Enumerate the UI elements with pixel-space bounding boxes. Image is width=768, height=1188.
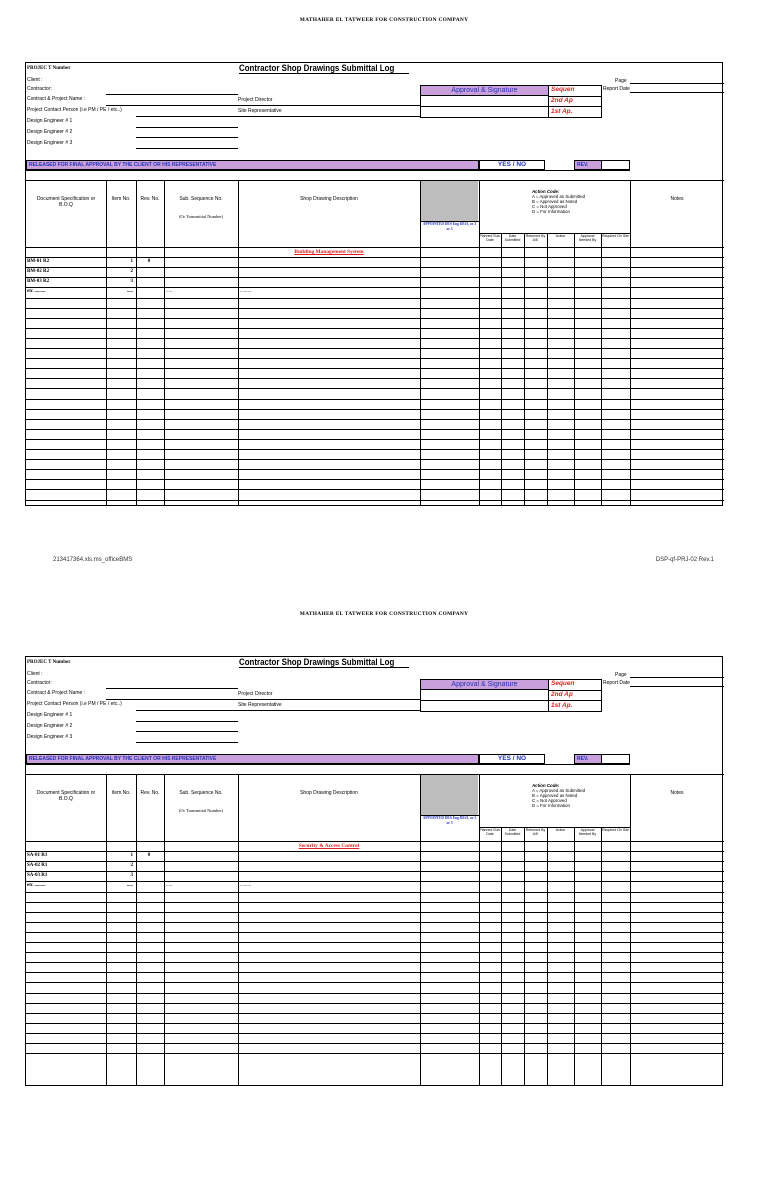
cell-sub-sequence: .....	[166, 883, 173, 888]
action-code-title: Action Code:	[532, 783, 560, 788]
col-returned: Returned By A/E	[525, 828, 546, 837]
rule-line	[238, 105, 420, 106]
rule-line	[136, 137, 238, 138]
cell-item-no: .....	[126, 289, 133, 294]
table-row	[26, 269, 724, 277]
cell-description: .........	[240, 289, 252, 294]
rule-line	[26, 399, 724, 400]
rule-line	[629, 754, 630, 764]
rule-line	[26, 388, 724, 389]
cell-document: BM-02 R2	[27, 269, 50, 274]
rule-line	[26, 841, 724, 842]
rule-line	[26, 871, 724, 872]
report-date-label: Report Date	[603, 86, 630, 92]
submittal-log-sheet	[25, 656, 723, 1086]
rule-line	[26, 500, 724, 501]
col-appointed-engineer: APPOINTED DES Eng DE#1, or 2 or 3	[422, 222, 477, 231]
col-item-no: Item No.	[111, 196, 131, 202]
table-row	[26, 289, 724, 297]
rule-line	[630, 774, 631, 841]
action-code-c: C = Not Approved	[532, 204, 567, 209]
col-sub-sequence: Sub. Sequence No.	[179, 196, 223, 202]
rule-line	[26, 429, 724, 430]
label-engineer2: Design Engineer # 2	[27, 723, 73, 729]
rule-line	[26, 489, 724, 490]
rule-line	[136, 180, 137, 247]
rule-line	[549, 700, 602, 701]
cell-document: SA-01 R1	[27, 853, 48, 858]
label-contract-name: Contract & Project Name :	[27, 96, 86, 102]
rule-line	[136, 742, 238, 743]
released-for-approval-bar: RELEASED FOR FINAL APPROVAL BY THE CLIENT OR HIS REPRESENTATIVE	[26, 160, 479, 170]
rule-line	[26, 962, 724, 963]
sequence-label: Sequen	[551, 86, 575, 93]
label-project-director: Project Director	[238, 691, 273, 697]
action-code-d: D = For Information	[532, 803, 570, 808]
col-rev-no: Rev. No.	[140, 196, 160, 202]
col-required-site: Required On Site	[602, 234, 629, 238]
signature-box	[420, 96, 549, 118]
label-contract-name: Contract & Project Name :	[27, 690, 86, 696]
title-underline	[239, 667, 409, 668]
col-action: Action	[555, 234, 566, 238]
rule-line	[26, 308, 724, 309]
rule-line	[136, 710, 238, 711]
cell-document: BM-01 R2	[27, 259, 50, 264]
company-name: MATHAHER EL TATWEER FOR CONSTRUCTION COMPANY	[299, 17, 469, 23]
rule-line	[549, 106, 602, 107]
rule-line	[26, 368, 724, 369]
rev-value-box[interactable]	[602, 754, 630, 764]
rule-line	[420, 700, 549, 701]
yes-no-field[interactable]: YES / NO	[479, 754, 545, 764]
rule-line	[26, 479, 724, 480]
cell-rev-no: 0	[147, 259, 151, 264]
rule-line	[26, 459, 724, 460]
sequence-label: Sequen	[551, 680, 575, 687]
label-engineer3: Design Engineer # 3	[27, 734, 73, 740]
cell-document: SA-02 R1	[27, 863, 48, 868]
rule-line	[26, 942, 724, 943]
table-row	[26, 863, 724, 871]
title-underline	[239, 73, 409, 74]
rule-line	[26, 298, 724, 299]
label-engineer3: Design Engineer # 3	[27, 140, 73, 146]
label-engineer1: Design Engineer # 1	[27, 118, 73, 124]
label-contact-person: Project Contact Person (i.e PM / PE / etc..)	[27, 107, 122, 113]
submittal-log-sheet	[25, 62, 723, 506]
page-label: Page	[615, 672, 627, 678]
col-approval-needed: Approval Needed By	[578, 828, 597, 837]
cell-document: etc .........	[27, 883, 46, 888]
rule-line	[106, 688, 238, 689]
appointed-grey-cell	[421, 775, 478, 816]
label-site-representative: Site Representative	[238, 702, 282, 708]
section-title: Security & Access Control	[298, 843, 360, 849]
label-contractor: Contractor:	[27, 86, 52, 92]
first-approval-label: 1st Ap.	[551, 702, 573, 709]
second-approval-label: 2nd Ap	[551, 691, 573, 698]
project-number-label: PROJEC T Number	[27, 66, 71, 71]
col-returned: Returned By A/E	[525, 234, 546, 243]
second-approval-label: 2nd Ap	[551, 97, 573, 104]
rule-line	[26, 318, 724, 319]
label-site-representative: Site Representative	[238, 108, 282, 114]
action-code-c: C = Not Approved	[532, 798, 567, 803]
rule-line	[106, 180, 107, 247]
rule-line	[136, 721, 238, 722]
action-code-b: B = Approved as Noted	[532, 793, 578, 798]
rule-line	[26, 1033, 724, 1034]
rule-line	[629, 160, 630, 170]
footer-file-name: 213417364.xls.ms_officeBMS	[53, 557, 133, 563]
col-document: Document Specification or B.O.Q	[36, 790, 96, 802]
rule-line	[26, 419, 724, 420]
cell-item-no: 2	[130, 269, 133, 274]
yes-no-field[interactable]: YES / NO	[479, 160, 545, 170]
approval-signature-header: Approval & Signature	[420, 85, 549, 96]
rule-line	[26, 267, 724, 268]
label-engineer1: Design Engineer # 1	[27, 712, 73, 718]
rule-line	[238, 774, 239, 841]
col-sub-sequence: Sub. Sequence No.	[179, 790, 223, 796]
table-row	[26, 259, 724, 267]
rev-field: REV.	[574, 160, 602, 170]
rule-line	[26, 338, 724, 339]
col-document: Document Specification or B.O.Q	[36, 196, 96, 208]
rev-value-box[interactable]	[602, 160, 630, 170]
log-page	[0, 594, 768, 1188]
col-notes: Notes	[670, 790, 684, 796]
label-client: Client :	[27, 77, 43, 83]
rule-line	[630, 83, 724, 84]
rule-line	[26, 348, 724, 349]
rule-line	[26, 912, 724, 913]
rule-line	[630, 686, 724, 687]
action-code-title: Action Code:	[532, 189, 560, 194]
rule-line	[26, 449, 724, 450]
rule-line	[136, 116, 238, 117]
rule-line	[26, 1053, 724, 1054]
rule-line	[26, 1003, 724, 1004]
rule-line	[26, 952, 724, 953]
action-code-b: B = Approved as Noted	[532, 199, 578, 204]
cell-description: .........	[240, 883, 252, 888]
rule-line	[238, 180, 239, 247]
cell-item-no: 2	[130, 863, 133, 868]
cell-item-no: 1	[130, 259, 133, 264]
col-transmittal: (Or Transmittal Number)	[178, 214, 224, 219]
rule-line	[630, 180, 631, 247]
appointed-grey-cell	[421, 181, 478, 222]
rule-line	[136, 127, 238, 128]
col-rev-no: Rev. No.	[140, 790, 160, 796]
rule-line	[630, 92, 724, 93]
rule-line	[26, 180, 724, 181]
rule-line	[26, 409, 724, 410]
page-label: Page	[615, 78, 627, 84]
rule-line	[238, 116, 420, 117]
report-date-label: Report Date	[603, 680, 630, 686]
rule-line	[26, 287, 724, 288]
rule-line	[106, 94, 238, 95]
col-approval-needed: Approval Needed By	[578, 234, 597, 243]
rule-line	[26, 469, 724, 470]
rule-line	[106, 699, 238, 700]
company-name: MATHAHER EL TATWEER FOR CONSTRUCTION COMPANY	[299, 611, 469, 617]
signature-box	[420, 690, 549, 712]
rule-line	[26, 922, 724, 923]
rule-line	[238, 710, 420, 711]
label-project-director: Project Director	[238, 97, 273, 103]
rule-line	[136, 774, 137, 841]
rule-line	[26, 328, 724, 329]
cell-item-no: 1	[130, 853, 133, 858]
rule-line	[26, 764, 630, 765]
col-required-site: Required On Site	[602, 828, 629, 832]
rule-line	[26, 982, 724, 983]
rule-line	[136, 731, 238, 732]
approval-signature-header: Approval & Signature	[420, 679, 549, 690]
rule-line	[26, 378, 724, 379]
col-submitted: Date Submitted	[504, 828, 521, 837]
action-code-d: D = For Information	[532, 209, 570, 214]
rule-line	[26, 972, 724, 973]
cell-item-no: 3	[130, 873, 133, 878]
rule-line	[26, 881, 724, 882]
first-approval-label: 1st Ap.	[551, 108, 573, 115]
action-code-a: A = Approved as Submitted	[532, 194, 586, 199]
rule-line	[26, 277, 724, 278]
cell-item-no: 3	[130, 279, 133, 284]
label-contractor: Contractor:	[27, 680, 52, 686]
section-title: Building Management System	[294, 249, 364, 255]
col-item-no: Item No.	[111, 790, 131, 796]
rule-line	[26, 932, 724, 933]
rule-line	[26, 170, 630, 171]
rule-line	[26, 861, 724, 862]
footer-form-code: DSP-qf-PRJ-02 Rev.1	[655, 557, 714, 563]
col-description: Shop Drawing Description	[300, 790, 358, 796]
rule-line	[238, 699, 420, 700]
cell-rev-no: 0	[147, 853, 151, 858]
label-contact-person: Project Contact Person (i.e PM / PE / etc..)	[27, 701, 122, 707]
rule-line	[26, 1043, 724, 1044]
col-transmittal: (Or Transmittal Number)	[178, 808, 224, 813]
log-title: Contractor Shop Drawings Submittal Log	[239, 657, 395, 667]
cell-item-no: .....	[126, 883, 133, 888]
rule-line	[106, 105, 238, 106]
rule-line	[26, 993, 724, 994]
col-description: Shop Drawing Description	[300, 196, 358, 202]
rule-line	[26, 902, 724, 903]
rule-line	[420, 180, 421, 247]
label-engineer2: Design Engineer # 2	[27, 129, 73, 135]
col-appointed-engineer: APPOINTED DES Eng DE#1, or 2 or 3	[422, 816, 477, 825]
label-client: Client :	[27, 671, 43, 677]
cell-document: etc .........	[27, 289, 46, 294]
rule-line	[630, 677, 724, 678]
cell-sub-sequence: .....	[166, 289, 173, 294]
table-row	[26, 873, 724, 881]
rev-field: REV.	[574, 754, 602, 764]
table-row	[26, 853, 724, 861]
rule-line	[26, 358, 724, 359]
table-row	[26, 883, 724, 891]
rule-line	[26, 257, 724, 258]
rule-line	[420, 774, 421, 841]
rule-line	[26, 439, 724, 440]
col-planned: Planned Sub. Date	[479, 234, 501, 243]
cell-document: BM-03 R2	[27, 279, 50, 284]
action-code-a: A = Approved as Submitted	[532, 788, 586, 793]
rule-line	[26, 774, 724, 775]
col-notes: Notes	[670, 196, 684, 202]
col-submitted: Date Submitted	[504, 234, 521, 243]
log-title: Contractor Shop Drawings Submittal Log	[239, 63, 395, 73]
rule-line	[26, 851, 724, 852]
rule-line	[420, 106, 549, 107]
project-number-label: PROJEC T Number	[27, 660, 71, 665]
cell-document: SA-03 R1	[27, 873, 48, 878]
col-action: Action	[555, 828, 566, 832]
rule-line	[136, 148, 238, 149]
rule-line	[106, 774, 107, 841]
rule-line	[26, 247, 724, 248]
col-planned: Planned Sub. Date	[479, 828, 501, 837]
released-for-approval-bar: RELEASED FOR FINAL APPROVAL BY THE CLIENT OR HIS REPRESENTATIVE	[26, 754, 479, 764]
rule-line	[26, 1013, 724, 1014]
rule-line	[26, 892, 724, 893]
table-row	[26, 279, 724, 287]
